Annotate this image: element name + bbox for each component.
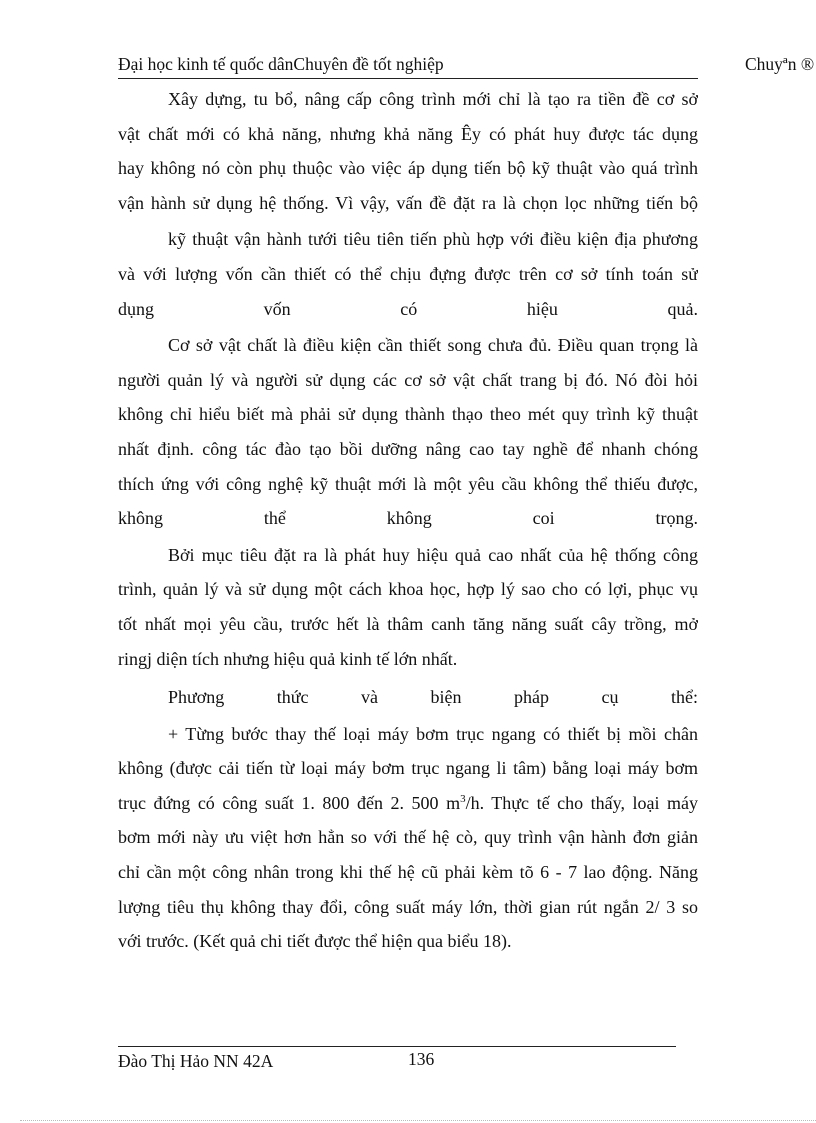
page-edge-divider [20, 1120, 816, 1121]
text-line: lượng tiêu thụ không thay đổi, công suất máy lớn, thời gian rút ngắn 2/ 3 so [118, 896, 698, 917]
text-line: + Từng bước thay thế loại máy bơm trục ngang có thiết bị mồi chân [168, 723, 698, 744]
text-line: và với lượng vốn cần thiết có thể chịu đựng được trên cơ sở tính toán sử [118, 263, 698, 284]
page-header [118, 52, 815, 79]
paragraph-infrastructure [118, 82, 698, 220]
text-line: với trước. (Kết quả chi tiết được thể hiện qua biểu 18). [118, 931, 512, 952]
text-line-part: /h. Thực tế cho thấy, loại máy [465, 792, 698, 813]
text-line: vận hành sử dụng hệ thống. Vì vậy, vấn đề đặt ra là chọn lọc những tiến bộ [118, 192, 698, 213]
text-line: không thể không coi trọng. [118, 508, 698, 529]
page-footer [118, 1046, 676, 1071]
text-line: Xây dựng, tu bổ, nâng cấp công trình mới chỉ là tạo ra tiền đề cơ sở [168, 89, 698, 109]
text-line: trình, quản lý và sử dụng một cách khoa học, hợp lý sao cho có lợi, phục vụ [118, 579, 698, 600]
text-line: ringj diện tích nhưng hiệu quả kinh tế lớn nhất. [118, 648, 458, 669]
text-line: Bởi mục tiêu đặt ra là phát huy hiệu quả cao nhất của hệ thống công [168, 544, 698, 565]
text-line: hay không nó còn phụ thuộc vào việc áp dụng tiến bộ kỹ thuật vào quá trình [118, 158, 698, 179]
text-line: chỉ cần một công nhân trong khi thế hệ cũ phải kèm tõ 6 - 7 lao động. Năng [118, 862, 698, 883]
page-number: 136 [408, 1049, 435, 1069]
text-line: thích ứng với công nghệ kỹ thuật mới là một yêu cầu không thể thiếu được, [118, 473, 698, 494]
text-line: vật chất mới có khả năng, nhưng khả năng Êy có phát huy được tác dụng [118, 123, 698, 144]
text-line: kỹ thuật vận hành tưới tiêu tiên tiến phù hợp với điều kiện địa phương [168, 229, 698, 250]
text-line: bơm mới này ưu việt hơn hẳn so với thế hệ cò, quy trình vận hành đơn giản [118, 827, 698, 848]
header-title: Đại học kinh tế quốc dânChuyên đề tốt nghiệp [118, 54, 444, 74]
text-line: người quản lý và người sử dụng các cơ sở vật chất trang bị đó. Nó đòi hỏi [118, 369, 698, 390]
header-chapter-label: Chuyªn ® [745, 54, 815, 74]
text-line: dụng vốn có hiệu quả. [118, 298, 698, 319]
document-body [118, 82, 698, 959]
text-line: không (được cải tiến từ loại máy bơm trục ngang li tâm) bằng loại máy bơm [118, 758, 698, 779]
paragraph-training [118, 328, 698, 536]
paragraph-objectives [118, 538, 698, 676]
text-line-part: trục đứng có công suất 1. 800 đến 2. 500 m [118, 792, 461, 813]
text-line: không chỉ hiểu biết mà phải sử dụng thành thạo theo mét quy trình kỹ thuật [118, 404, 698, 425]
text-line: Cơ sở vật chất là điều kiện cần thiết song chưa đủ. Điều quan trọng là [168, 335, 698, 356]
paragraph-pumps [118, 717, 698, 959]
text-line [118, 786, 698, 821]
superscript-exponent: 3 [460, 792, 466, 805]
paragraph-technique [118, 222, 698, 326]
text-line: nhất định. công tác đào tạo bồi dưỡng nâng cao tay nghề để nhanh chóng [118, 438, 698, 459]
paragraph-methods-heading [118, 680, 698, 715]
text-line: tốt nhất mọi yêu cầu, trước hết là thâm canh tăng năng suất cây trồng, mở [118, 613, 698, 634]
footer-author: Đào Thị Hảo NN 42A [118, 1051, 274, 1071]
text-line: Phương thức và biện pháp cụ thể: [168, 687, 698, 708]
